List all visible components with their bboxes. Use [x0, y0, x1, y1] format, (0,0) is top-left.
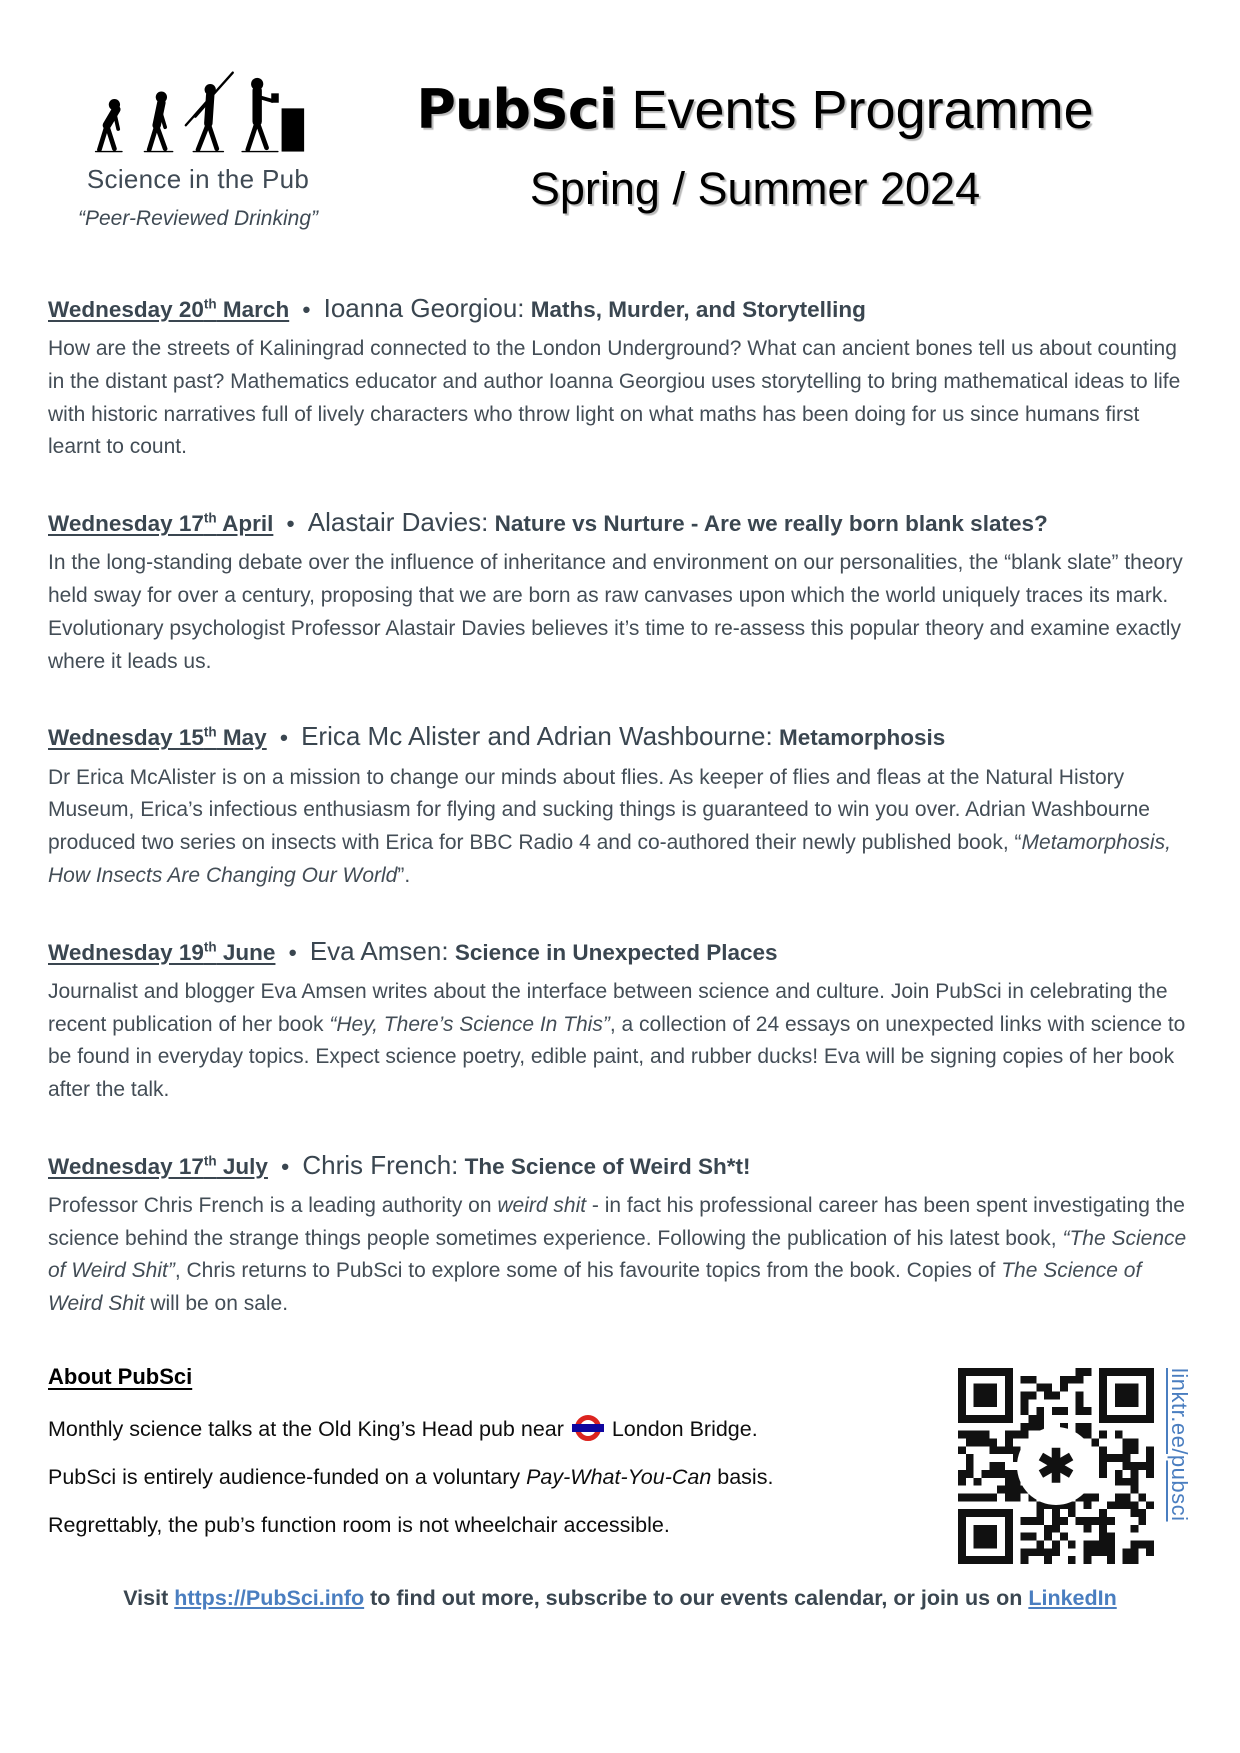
event-item	[48, 721, 1192, 892]
event-heading	[48, 936, 1192, 967]
page-title	[348, 78, 1162, 141]
logo-tagline: “Peer-Reviewed Drinking”	[77, 207, 319, 230]
event-speaker: Erica Mc Alister and Adrian Washbourne:	[301, 721, 773, 752]
footer-line: Visit https://PubSci.info to find out more, subscribe to our events calendar, or join us on LinkedIn	[123, 1585, 1117, 1610]
event-talk-title: Metamorphosis	[778, 725, 946, 751]
about-lines	[48, 1414, 958, 1538]
about-heading: About PubSci	[48, 1363, 193, 1389]
event-item	[48, 1150, 1192, 1321]
event-speaker: Alastair Davies:	[307, 507, 489, 538]
logo-name: Science in the Pub	[86, 164, 310, 194]
events-list	[48, 293, 1192, 1321]
event-date: Wednesday 20th March	[48, 296, 290, 322]
event-date: Wednesday 15th May	[48, 724, 267, 751]
event-item	[48, 293, 1192, 464]
page-subtitle: Spring / Summer 2024	[529, 162, 981, 214]
event-speaker: Chris French:	[302, 1149, 459, 1180]
event-date: Wednesday 17th July	[48, 1153, 268, 1179]
about-section	[48, 1364, 1192, 1564]
bullet-separator: •	[280, 511, 301, 537]
event-heading	[48, 293, 1192, 324]
bullet-separator: •	[274, 1153, 296, 1179]
event-description: Dr Erica McAlister is on a mission to change our minds about flies. As keeper of flies and fleas at the Natural History Museum, Erica’s infectious enthusiasm for flying and sucking things is guaranteed to win you over. Adrian Washbourne produced two series on insects with Erica for BBC Radio 4 and co-authored their newly published book, “Metamorphosis, How Insects Are Changing Our World”.	[48, 765, 1171, 887]
event-date: Wednesday 17th April	[48, 510, 274, 537]
event-description: In the long-standing debate over the influence of inheritance and environment on our personalities, the “blank slate” theory held sway for over a century, proposing that we are born as raw canvases upon which the world uniquely traces its mark. Evolutionary psychologist Professor Alastair Davies believes it’s time to re-assess this popular theory and examine exactly where it leads us.	[48, 551, 1183, 673]
event-item	[48, 507, 1192, 678]
title-block	[348, 64, 1192, 215]
about-line: Monthly science talks at the Old King’s Head pub near London Bridge.	[48, 1414, 958, 1442]
about-text-block	[48, 1364, 958, 1564]
event-heading	[48, 1150, 1192, 1181]
about-line: Regrettably, the pub’s function room is not wheelchair accessible.	[48, 1512, 670, 1537]
event-talk-title: Nature vs Nurture - Are we really born blank slates?	[494, 511, 1048, 537]
london-underground-roundel-icon	[572, 1414, 604, 1441]
linktree-asterisk-icon: ✱	[1017, 1427, 1095, 1505]
event-speaker: Eva Amsen:	[309, 935, 449, 966]
event-talk-title: Science in Unexpected Places	[454, 939, 778, 965]
event-date: Wednesday 19th June	[48, 939, 276, 965]
qr-block	[958, 1364, 1192, 1564]
event-heading	[48, 721, 1192, 752]
logo-block	[48, 64, 348, 231]
event-speaker: Ioanna Georgiou:	[323, 293, 525, 323]
evolution-to-pub-logo-icon	[90, 66, 306, 162]
brand-name: PubSci	[416, 78, 617, 141]
event-talk-title: Maths, Murder, and Storytelling	[530, 297, 866, 322]
title-rest: Events Programme	[616, 80, 1094, 140]
linktree-link[interactable]: linktr.ee/pubsci	[1167, 1367, 1192, 1522]
event-description: Journalist and blogger Eva Amsen writes about the interface between science and culture. Join PubSci in celebrating the recent publication of her book “Hey, There’s Science In This”, a collection of 24 essays on unexpected links with science to be found in everyday topics. Expect science poetry, edible paint, and rubber ducks! Eva will be signing copies of her book after the talk.	[48, 979, 1186, 1101]
header	[48, 64, 1192, 231]
event-description: How are the streets of Kaliningrad connected to the London Underground? What can ancient bones tell us about counting in the distant past? Mathematics educator and author Ioanna Georgiou uses storytelling to bring mathematical ideas to life with historic narratives full of lively characters who throw light on what maths has been doing for us since humans first learnt to count.	[48, 337, 1181, 459]
footer-link[interactable]: https://PubSci.info	[174, 1585, 365, 1610]
qr-code	[958, 1368, 1154, 1564]
about-line: PubSci is entirely audience-funded on a voluntary Pay-What-You-Can basis.	[48, 1464, 774, 1489]
bullet-separator: •	[282, 939, 303, 965]
bullet-separator: •	[273, 725, 295, 751]
event-talk-title: The Science of Weird Sh*t!	[464, 1153, 751, 1179]
footer-link[interactable]: LinkedIn	[1028, 1585, 1117, 1610]
bullet-separator: •	[296, 297, 317, 322]
event-item	[48, 936, 1192, 1107]
event-description: Professor Chris French is a leading authority on weird shit - in fact his professional career has been spent investigating the science behind the strange things people sometimes experience. Following the publication of his latest book, “The Science of Weird Shit”, Chris returns to PubSci to explore some of his favourite topics from the book. Copies of The Science of Weird Shit will be on sale.	[48, 1193, 1187, 1316]
event-heading	[48, 507, 1192, 538]
